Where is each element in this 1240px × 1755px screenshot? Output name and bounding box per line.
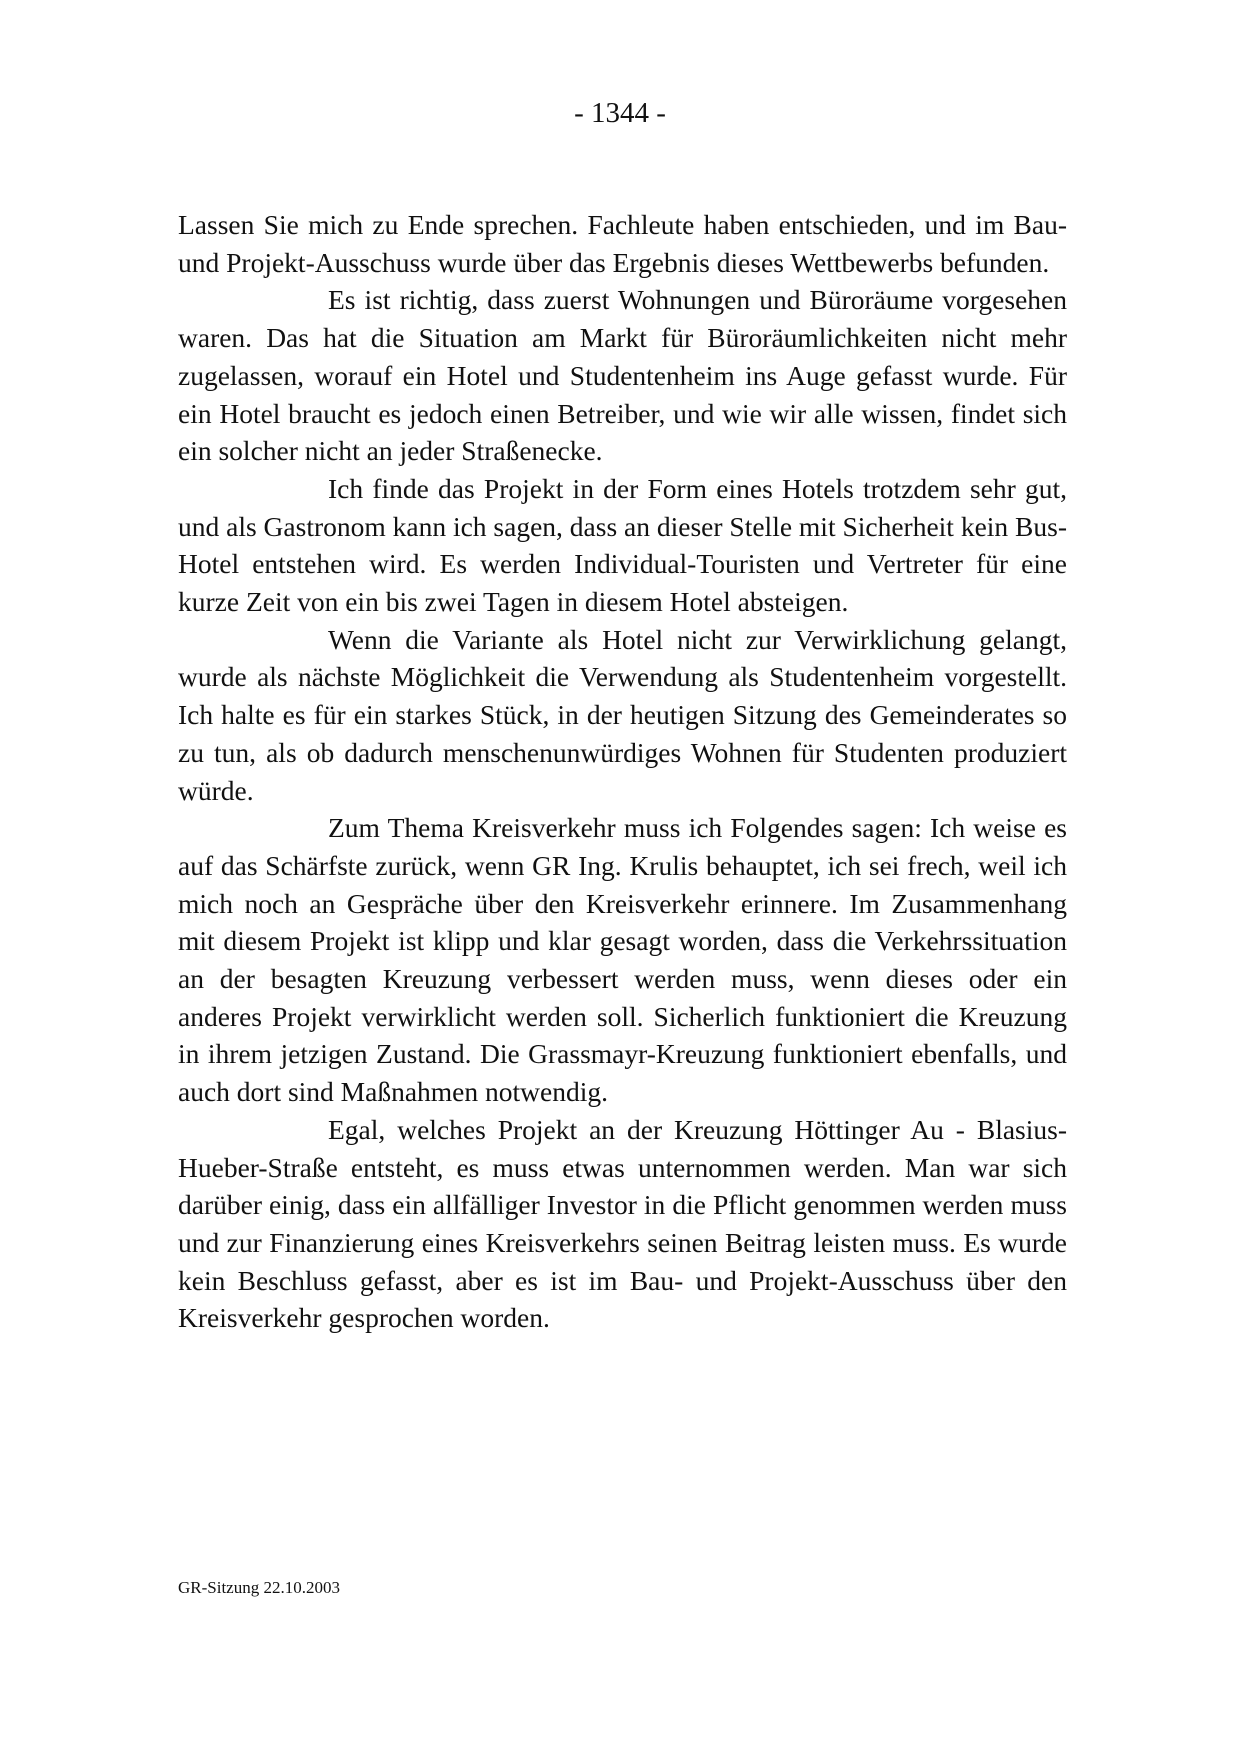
body-text — [178, 206, 1067, 1337]
paragraph-3: Ich finde das Projekt in der Form eines Hotels trotzdem sehr gut, und als Gastronom kann ich sagen, dass an dieser Stelle mit Sicherheit kein Bus-Hotel entstehen wird. Es werden Individual-Touristen und Vertreter für eine kurze Zeit von ein bis zwei Tagen in diesem Hotel absteigen. — [178, 472, 1067, 618]
paragraph-6: Egal, welches Projekt an der Kreuzung Höttinger Au - Blasius-Hueber-Straße entsteht, es muss etwas unternommen werden. Man war sich darüber einig, dass ein allfälliger Investor in die Pflicht genommen werden muss und zur Finanzierung eines Kreisverkehrs seinen Beitrag leisten muss. Es wurde kein Beschluss gefasst, aber es ist im Bau- und Projekt-Ausschuss über den Kreisverkehr gesprochen worden. — [178, 1113, 1067, 1334]
paragraph-1: Lassen Sie mich zu Ende sprechen. Fachleute haben entschieden, und im Bau- und Projekt-Ausschuss wurde über das Ergebnis dieses Wettbewerbs befunden. — [178, 209, 1067, 278]
footer-session-date: GR-Sitzung 22.10.2003 — [178, 1578, 340, 1597]
paragraph-4: Wenn die Variante als Hotel nicht zur Verwirklichung gelangt, wurde als nächste Möglichkeit die Verwendung als Studentenheim vorgestellt. Ich halte es für ein starkes Stück, in der heutigen Sitzung des Gemeinderates so zu tun, als ob dadurch menschenunwürdiges Wohnen für Studenten produziert würde. — [178, 623, 1067, 806]
page-number: - 1344 - — [574, 97, 666, 129]
paragraph-2: Es ist richtig, dass zuerst Wohnungen und Büroräume vorgesehen waren. Das hat die Situation am Markt für Büroräumlichkeiten nicht mehr zugelassen, worauf ein Hotel und Studentenheim ins Auge gefasst wurde. Für ein Hotel braucht es jedoch einen Betreiber, und wie wir alle wissen, findet sich ein solcher nicht an jeder Straßenecke. — [178, 284, 1067, 467]
paragraph-5: Zum Thema Kreisverkehr muss ich Folgendes sagen: Ich weise es auf das Schärfste zurück, wenn GR Ing. Krulis behauptet, ich sei frech, weil ich mich noch an Gespräche über den Kreisverkehr erinnere. Im Zusammenhang mit diesem Projekt ist klipp und klar gesagt worden, dass die Verkehrssituation an der besagten Kreuzung verbessert werden muss, wenn dieses oder ein anderes Projekt verwirklicht werden soll. Sicherlich funktioniert die Kreuzung in ihrem jetzigen Zustand. Die Grassmayr-Kreuzung funktioniert ebenfalls, und auch dort sind Maßnahmen notwendig. — [178, 812, 1067, 1108]
